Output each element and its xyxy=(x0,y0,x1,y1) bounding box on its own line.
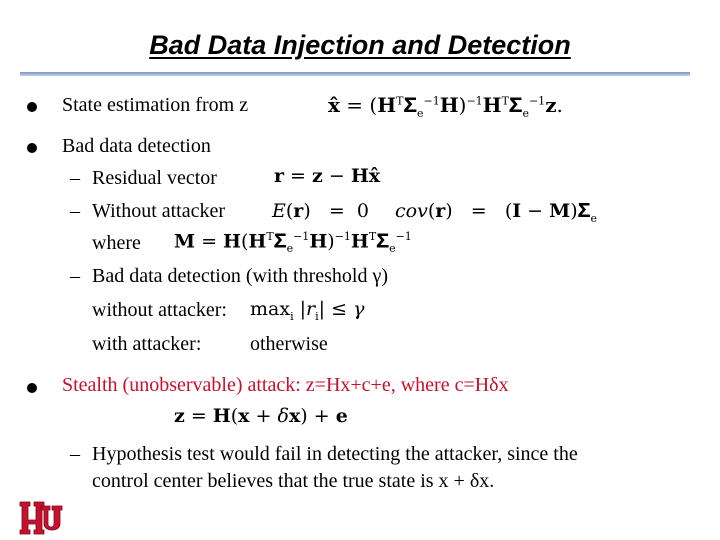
formula-test-pass: $\max_i |r_i| \le \gamma$ xyxy=(250,298,365,323)
formula-expectation: E(r) = 0 xyxy=(272,200,369,222)
bullet-stealth-attack: Stealth (unobservable) attack: z=Hx+c+e, where c=Hδx xyxy=(62,374,509,396)
bullet-state-estimation: State estimation from z xyxy=(62,94,249,116)
label-otherwise: otherwise xyxy=(250,333,328,355)
subitem-hypothesis-cont: control center believes that the true state is x + δx. xyxy=(92,470,495,492)
formula-state-estimate: x̂ = $(H^T𝚺_e^{-1}H)^{-1}H^T𝚺_e^{-1}z$. xyxy=(328,93,563,120)
dash-marker: – xyxy=(70,443,80,465)
subitem-threshold: Bad data detection (with threshold γ) xyxy=(92,265,388,287)
dash-marker: – xyxy=(70,200,80,222)
formula-stealth-attack: z = H(x + δx) + e xyxy=(174,405,348,427)
dash-marker: – xyxy=(70,265,80,287)
formula-residual: r = z − Hx̂ xyxy=(274,165,381,187)
formula-m-matrix: $M = H(H^T𝚺_e^{-1}H)^{-1}H^T𝚺_e^{-1}$ xyxy=(174,230,412,256)
subitem-without-attacker: Without attacker xyxy=(92,200,226,222)
subitem-without-attacker-test: without attacker: xyxy=(92,299,227,321)
subitem-hypothesis: Hypothesis test would fail in detecting the attacker, since the xyxy=(92,443,578,465)
title-rule xyxy=(20,72,690,76)
subitem-residual: Residual vector xyxy=(92,167,217,189)
dash-marker: – xyxy=(70,167,80,189)
subitem-where: where xyxy=(92,232,141,254)
bullet-icon xyxy=(27,143,37,153)
bullet-icon xyxy=(27,383,37,393)
subitem-with-attacker-test: with attacker: xyxy=(92,333,202,355)
bullet-icon xyxy=(27,102,37,112)
formula-covariance: cov(r) = (I − M)𝚺$_e$ xyxy=(395,200,597,225)
page-title: Bad Data Injection and Detection xyxy=(149,30,571,60)
uh-logo xyxy=(18,500,66,536)
bullet-bad-data-detection: Bad data detection xyxy=(62,135,211,157)
